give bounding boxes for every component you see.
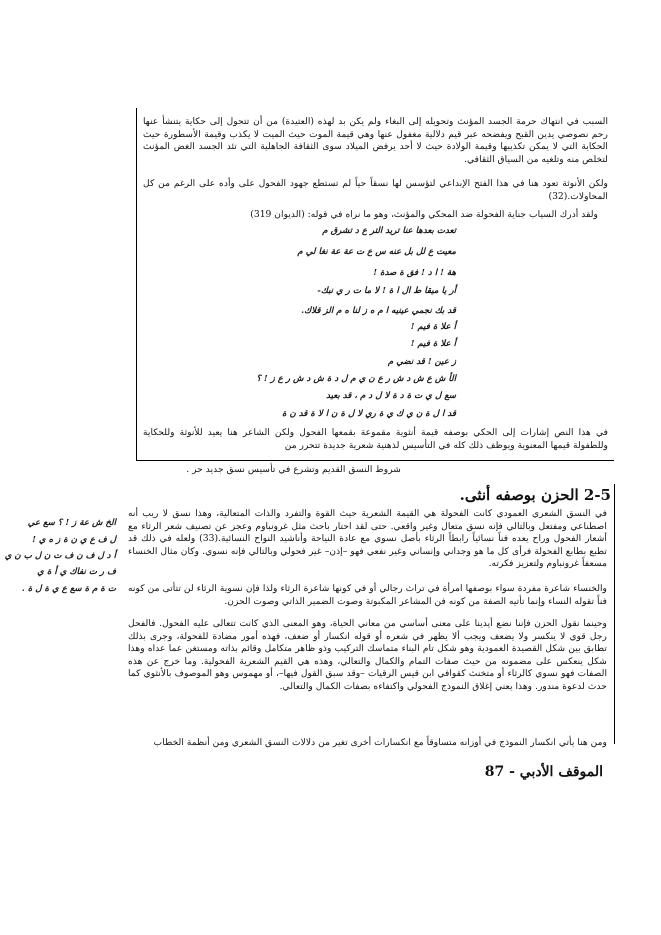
paragraph-3-end: شروط النسق القديم وتشرع في تأسيس نسق جديد حر . <box>186 464 401 475</box>
paragraph-5: والخنساء شاعرة مفردة سواء بوصفها امرأة في تراث رجالي أو في كونها شاعرة الرثاء ولذا فإن نسوية الرثاء لن تتأتى من كونه فناً تقوله النساء وإنما تأتيه الصفة من كونه فن المشاعر المكبوتة وصوت الضمير الذاتي وصوت الحزن. <box>128 583 607 607</box>
poem-line: تعدت بعدها عنا تريد التر ع د تشرق م <box>322 226 456 236</box>
margin-note-line: أ د ل ف ن ف ت ن ل ب ن ي <box>4 551 116 561</box>
paragraph-4: في النسق الشعري العمودي كانت الفحولة هي القيمة الشعرية حيث القوة والتفرد والذات المتعالية، وهذا نسق لا ريب أنه اصطناعي ومفتعل وبالتالي فإنه نسق متعال وغير واقعي. حتى لقد احتار باحث مثل غرونباوم وعجز عن تصنيف شعر الرثاء مع أشعار الفحول وراح يعده فناً نسائياً رابطاً الرثاء بأصل نسوي مع عادة النياحة وأناشيد النواح النسائية.(33) ولعله في ذلك قد تطبع بطابع الفحولة فرأى كل ما هو وجداني وإنساني وغير نفعي فهو –إذن– غير فحولي وبالتالي فإنه نسوي. وكان مثال الخنساء مسعفاً غرونباوم ولتعزيز فكرته. <box>128 508 607 569</box>
poem-intro-line: ولقد أدرك السياب جناية الفحولة ضد المحكي والمؤنث، وهو ما نراه في قوله: (الديوان 319) <box>250 209 598 220</box>
paragraph-3: في هذا النص إشارات إلى الحكي بوصفه قيمة أنثوية مقموعة بقمعها الفحول ولكن الشاعر هنا يعيد للأنوثة وللحكاية وللطفولة قيمها المعنوية ويوظف ذلك كله في التأسيس لذهنية شعرية جديدة تتحرر من <box>143 427 608 451</box>
section-heading: 2-5 الحزن بوصفه أنثى. <box>459 486 611 504</box>
poem-line: قد ا ل ة ن ي ك ي ة ري لا ل ة ن ا لا ة قد ن ة <box>281 409 456 419</box>
poem-line: سع ل ي ت ة د ة لا ل د م ، قد بعيد <box>326 391 456 401</box>
margin-note-line: ل ف ع ي ن ة ز ه ي ! <box>32 535 116 545</box>
poem-line: قد بك نجمي عينيه ا م ه ز لنا ه م الز قلاك. <box>301 306 456 316</box>
poem-line: هة ! ا د ! فق ة صدة ! <box>373 268 456 278</box>
section-divider-rule <box>136 460 614 461</box>
poem-line: معيت ع لل بل عنه س ع ت عة عة نغا لي م <box>297 247 456 257</box>
poem-line: ز عين ! قد نضي م <box>387 357 456 367</box>
poem-line: الأ ش ع ش د ش ر ع ن ي م ل د ة ش د ش ر ع ز ! ؟ <box>256 374 456 384</box>
poem-line: أ علا ة فيم ! <box>410 322 456 332</box>
paragraph-6: وحينما نقول الحزن فإننا نضع أيدينا على معنى أساسي من معاني الحياة، وهو المعنى الذي كانت تتعالى عليه الفحول. فالفحل رجل قوي لا ينكسر ولا يضعف ويجب ألا يظهر في شعره أو قوله انكسار أو ضعف، فهذه أمور مضادة للفحولة، وجرى بذلك تطابق بين شكل القصيدة العمودية وهو شكل تام البناء متماسك التركيب وذو ظاهر متكامل وقائم بذاته ومستغن عما عداه وهذا شكل ينعكس على مضمونه من حيث صفات التمام والكمال والتعالي، وهذه هي القيم الشعرية الفحولية. وما خرج عن هذه الصفات فهو نسوي كالرثاء أو متخنث كقوافي ابن قيس الرقيات –وقد سبق القول فيها–، أو مهموس وهو الموصوف بالأنثوي كما حدث لدعوة مندور. وهذا يعني إغلاق النموذج الفحولي واكتفاءه بصفات الكمال والتعالي. <box>128 618 607 692</box>
right-margin-rule-bottom <box>614 484 615 744</box>
margin-note-line: الخ ش عة ز ! ؟ سع عي <box>27 518 116 528</box>
paragraph-7: ومن هنا يأتي انكسار النموذج في أوزانه متساوقاً مع انكسارات أخرى تغير من دلالات النسق الشعري ومن أنظمة الخطاب <box>153 737 607 748</box>
margin-note-line: ف ر ت نفاك ي أ ة ي <box>37 567 116 577</box>
poem-line: أر يا ميقا ط ال ا ة ! لا ما ت ر ي نبك- <box>317 286 456 296</box>
poem-line: أ علا ة فيم ! <box>410 339 456 349</box>
page-footer: الموقف الأدبي - 87 <box>484 764 603 780</box>
paragraph-2: ولكن الأنوثة تعود هنا في هذا الفتح الإبداعي لتؤسس لها نسقاً حياً لم تستطع جهود الفحول على وأده على الرغم من كل المحاولات.(32) <box>143 178 608 202</box>
left-margin-rule-top <box>136 108 137 460</box>
paragraph-1: السبب في انتهاك حرمة الجسد المؤنث وتحويله إلى البغاء ولم يكن بد لهذه (العتيدة) من أن تتحول إلى حكاية يتنشأ عنها رحم نصوصي يدين القبح ويفضحه عبر قيم دلالية مغفول عنها وهي قيمة الموت حيث الميت لا يكذب وقيمة الأسطورة حيث الحكاية التي لا يمكن تكذيبها وقيمة الولادة حيث لا أحد يرفض الميلاد سوى الثقافة الجاهلية التي تئد الجسد الغض المؤنث لتخلص منه وتلغيه من السياق الثقافي. <box>143 116 608 165</box>
margin-note-line: ت ة م ة سع ع ي ة ل ة . <box>21 584 116 594</box>
